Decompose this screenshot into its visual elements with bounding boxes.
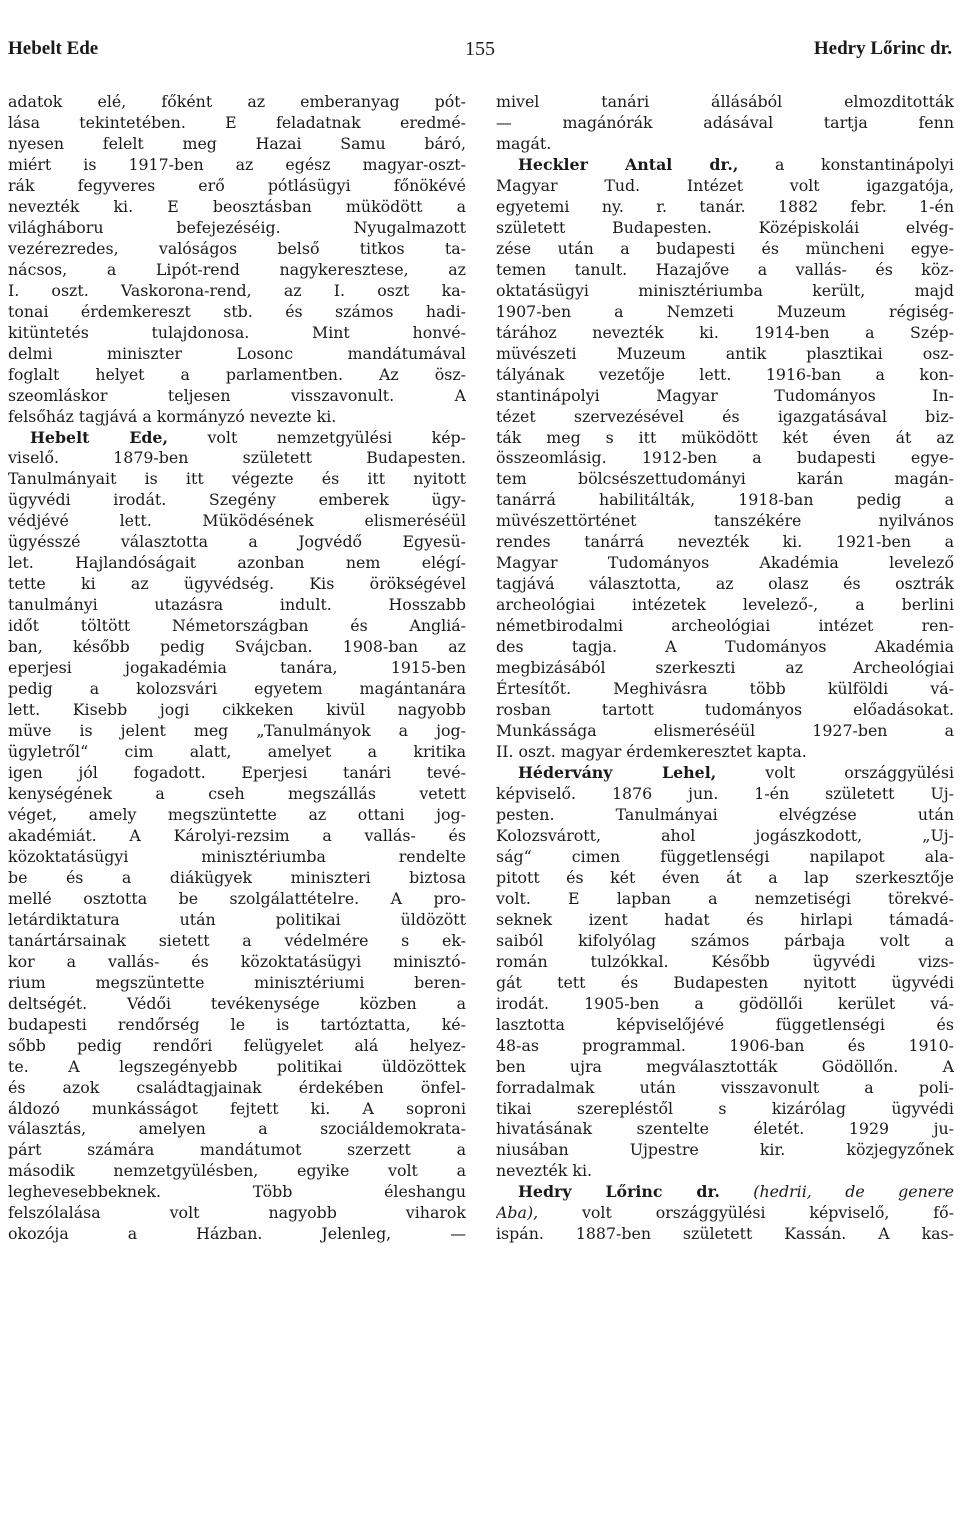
text-line bbox=[496, 994, 954, 1015]
line-text: véget, amely megszüntette az ottani jog- bbox=[8, 804, 466, 824]
text-line bbox=[8, 931, 466, 952]
line-text: párt számára mandátumot szerzett a bbox=[8, 1140, 466, 1160]
text-line bbox=[8, 448, 466, 469]
text-line bbox=[496, 92, 954, 113]
text-line bbox=[496, 428, 954, 449]
text-line bbox=[8, 302, 466, 323]
entry-latin-note: (hedrii, de genere bbox=[719, 1182, 954, 1202]
text-line bbox=[496, 1119, 954, 1140]
line-text: — magánórák adásával tartja fenn bbox=[496, 112, 954, 132]
line-text: időt töltött Németországban és Angliá- bbox=[8, 616, 466, 636]
entry-latin-note: Aba), bbox=[496, 1203, 539, 1223]
line-text: védjévé lett. Müködésének elismeréséül bbox=[8, 511, 466, 531]
text-line bbox=[496, 574, 954, 595]
line-text: zése után a budapesti és müncheni egye- bbox=[496, 238, 954, 258]
text-line bbox=[496, 1078, 954, 1099]
line-text: gát tett és Budapesten nyitott ügyvédi bbox=[496, 972, 954, 992]
line-text: pesten. Tanulmányai elvégzése után bbox=[496, 804, 954, 824]
text-line bbox=[496, 1203, 954, 1224]
line-text: lasztotta képviselőjévé függetlenségi és bbox=[496, 1014, 954, 1034]
line-text: áldozó munkásságot fejtett ki. A soproni bbox=[8, 1098, 466, 1118]
text-line bbox=[8, 1203, 466, 1224]
line-text: igen jól fogadott. Eperjesi tanári tevé- bbox=[8, 763, 466, 782]
entry-headword: Hebelt Ede, bbox=[30, 427, 168, 447]
line-text: a konstantinápolyi bbox=[738, 154, 954, 174]
line-text: ben ujra megválasztották Gödöllőn. A bbox=[496, 1056, 954, 1076]
text-line bbox=[496, 365, 954, 386]
line-text: sőbb pedig rendőri felügyelet alá helyez- bbox=[8, 1035, 466, 1055]
line-text: oktatásügyi minisztériumba került, majd bbox=[496, 280, 954, 300]
text-line bbox=[8, 1224, 466, 1245]
line-text: Munkássága elismeréséül 1927-ben a bbox=[496, 721, 954, 741]
text-line bbox=[8, 889, 466, 910]
text-line bbox=[496, 952, 954, 973]
text-line bbox=[8, 239, 466, 260]
entry-headword: Hédervány Lehel, bbox=[518, 763, 717, 782]
text-line bbox=[8, 553, 466, 574]
line-text: összeomlásig. 1912-ben a budapesti egye- bbox=[496, 448, 954, 468]
text-line bbox=[496, 826, 954, 847]
entry-headword: Hedry Lőrinc dr. bbox=[518, 1182, 720, 1202]
line-text: adatok elé, főként az emberanyag pót- bbox=[8, 92, 466, 111]
text-line bbox=[8, 386, 466, 407]
line-text: tanártársainak sietett a védelmére s ek- bbox=[8, 930, 466, 950]
text-line bbox=[8, 952, 466, 973]
text-line bbox=[496, 323, 954, 344]
line-text: tanárrá habilitálták, 1918-ban pedig a bbox=[496, 490, 954, 510]
text-line bbox=[496, 847, 954, 868]
text-line bbox=[496, 868, 954, 889]
line-text: müve is jelent meg „Tanulmányok a jog- bbox=[8, 721, 466, 741]
text-line bbox=[8, 721, 466, 742]
text-line bbox=[496, 1099, 954, 1120]
text-line bbox=[496, 973, 954, 994]
entry-first-line bbox=[496, 155, 954, 176]
text-line bbox=[496, 407, 954, 428]
line-text: volt országgyülési képviselő, fő- bbox=[538, 1203, 954, 1223]
text-line bbox=[8, 1057, 466, 1078]
line-text: I. oszt. Vaskorona-rend, az I. oszt ka- bbox=[8, 280, 466, 300]
line-text: ban, később pedig Svájcban. 1908-ban az bbox=[8, 637, 466, 657]
text-line bbox=[8, 910, 466, 931]
line-text: saiból kifolyólag számos párbaja volt a bbox=[496, 930, 954, 950]
text-line bbox=[8, 1119, 466, 1140]
text-line bbox=[496, 616, 954, 637]
line-text: irodát. 1905-ben a gödöllői kerület vá- bbox=[496, 993, 954, 1013]
line-text: ispán. 1887-ben született Kassán. A kas- bbox=[496, 1224, 954, 1244]
line-text: egyetemi ny. r. tanár. 1882 febr. 1-én bbox=[496, 196, 954, 216]
line-text: foglalt helyet a parlamentben. Az ösz- bbox=[8, 364, 466, 384]
line-text: letárdiktatura után politikai üldözött bbox=[8, 909, 466, 929]
line-text: rák fegyveres erő pótlásügyi főnökévé bbox=[8, 175, 466, 195]
line-text: archeológiai intézetek levelező-, a berlini bbox=[496, 595, 954, 615]
line-text: kenységének a cseh megszállás vetett bbox=[8, 783, 466, 803]
line-text: magát. bbox=[496, 133, 552, 153]
text-line bbox=[496, 595, 954, 616]
text-line bbox=[8, 218, 466, 239]
line-text: stantinápolyi Magyar Tudományos In- bbox=[496, 385, 954, 405]
line-text: 48-as programmal. 1906-ban és 1910- bbox=[496, 1035, 954, 1055]
text-line bbox=[496, 469, 954, 490]
text-line bbox=[496, 700, 954, 721]
text-line bbox=[8, 742, 466, 763]
line-text: Tanulmányait is itt végezte és itt nyitott bbox=[8, 469, 466, 489]
text-line bbox=[496, 260, 954, 281]
line-text: Magyar Tudományos Akadémia levelező bbox=[496, 553, 954, 573]
line-text: tanulmányi utazásra indult. Hosszabb bbox=[8, 595, 466, 615]
line-text: Értesítőt. Meghivásra több külföldi vá- bbox=[496, 679, 954, 699]
line-text: te. A legszegényebb politikai üldözöttek bbox=[8, 1056, 466, 1076]
text-line bbox=[496, 1036, 954, 1057]
line-text: budapesti rendőrség le is tartóztatta, ké- bbox=[8, 1014, 466, 1034]
left-column bbox=[8, 92, 466, 1245]
line-text: volt országgyülési bbox=[716, 763, 954, 782]
line-text: tem bölcsészettudományi karán magán- bbox=[496, 469, 954, 489]
text-line bbox=[496, 784, 954, 805]
text-line bbox=[496, 889, 954, 910]
line-text: tézet szervezésével és igazgatásával biz- bbox=[496, 406, 954, 426]
text-line bbox=[496, 197, 954, 218]
text-line bbox=[8, 847, 466, 868]
line-text: lása tekintetében. E feladatnak eredmé- bbox=[8, 112, 466, 132]
text-line bbox=[8, 511, 466, 532]
line-text: müvészettörténet tanszékére nyilvános bbox=[496, 511, 954, 531]
line-text: képviselő. 1876 jun. 1-én született Uj- bbox=[496, 783, 954, 803]
text-line bbox=[8, 616, 466, 637]
text-line bbox=[496, 1057, 954, 1078]
line-text: rium megszüntette minisztériumi beren- bbox=[8, 972, 466, 992]
text-line bbox=[496, 1015, 954, 1036]
text-line bbox=[8, 595, 466, 616]
line-text: második nemzetgyülésben, egyike volt a bbox=[8, 1161, 466, 1181]
text-line bbox=[8, 973, 466, 994]
line-text: tagjává választotta, az olasz és osztrák bbox=[496, 574, 954, 594]
entry-headword: Heckler Antal dr., bbox=[518, 154, 739, 174]
text-line bbox=[8, 469, 466, 490]
line-text: eperjesi jogakadémia tanára, 1915-ben bbox=[8, 658, 466, 678]
line-text: kor a vallás- és közoktatásügyi minisztó- bbox=[8, 951, 466, 971]
line-text: lett. Kisebb jogi cikkeken kivül nagyobb bbox=[8, 700, 466, 720]
entry-first-line bbox=[8, 428, 466, 449]
line-text: választás, amelyen a szociáldemokrata- bbox=[8, 1119, 466, 1139]
text-line bbox=[8, 1015, 466, 1036]
text-line bbox=[8, 490, 466, 511]
line-text: németbirodalmi archeológiai intézet ren- bbox=[496, 616, 954, 636]
line-text: tárához nevezték ki. 1914-ben a Szép- bbox=[496, 322, 954, 342]
line-text: ták meg s itt müködött két éven át az bbox=[496, 427, 954, 447]
text-line bbox=[8, 574, 466, 595]
text-line bbox=[8, 155, 466, 176]
text-line bbox=[496, 218, 954, 239]
text-line bbox=[496, 490, 954, 511]
line-text: rendes tanárrá nevezték ki. 1921-ben a bbox=[496, 532, 954, 552]
line-text: müvészeti Muzeum antik plasztikai osz- bbox=[496, 343, 954, 363]
text-line bbox=[496, 532, 954, 553]
line-text: deltségét. Védői tevékenysége közben a bbox=[8, 993, 466, 1013]
text-line bbox=[496, 1182, 954, 1203]
line-text: leghevesebbeknek. Több éleshangu bbox=[8, 1182, 466, 1202]
text-line bbox=[496, 1140, 954, 1161]
line-text: világháboru befejezéséig. Nyugalmazott bbox=[8, 217, 466, 237]
text-line bbox=[496, 176, 954, 197]
line-text: ügyvédi irodát. Szegény emberek ügy- bbox=[8, 490, 466, 510]
line-text: ügyésszé választotta a Jogvédő Egyesü- bbox=[8, 532, 466, 552]
line-text: Magyar Tud. Intézet volt igazgatója, bbox=[496, 175, 954, 195]
text-line bbox=[496, 1224, 954, 1245]
text-line bbox=[496, 553, 954, 574]
text-line bbox=[8, 365, 466, 386]
line-text: volt. E lapban a nemzetiségi törekvé- bbox=[496, 888, 954, 908]
entry-first-line bbox=[496, 763, 954, 784]
line-text: felszólalása volt nagyobb viharok bbox=[8, 1203, 466, 1223]
line-text: akadémiát. A Károlyi-rezsim a vallás- és bbox=[8, 825, 466, 845]
line-text: vezérezredes, valóságos belső titkos ta- bbox=[8, 238, 466, 258]
line-text: nyesen felelt meg Hazai Samu báró, bbox=[8, 133, 466, 153]
line-text: tonai érdemkereszt stb. és számos hadi- bbox=[8, 301, 466, 321]
text-line bbox=[496, 1161, 954, 1182]
line-text: II. oszt. magyar érdemkeresztet kapta. bbox=[496, 742, 807, 762]
text-line bbox=[496, 805, 954, 826]
line-text: des tagja. A Tudományos Akadémia bbox=[496, 637, 954, 657]
text-line bbox=[496, 679, 954, 700]
line-text: rosban tartott tudományos előadásokat. bbox=[496, 700, 954, 720]
line-text: volt nemzetgyülési kép- bbox=[168, 427, 466, 447]
text-line bbox=[8, 805, 466, 826]
line-text: tikai szerepléstől s kizárólag ügyvédi bbox=[496, 1098, 954, 1118]
header-right-name: Hedry Lőrinc dr. bbox=[813, 38, 952, 59]
line-text: nácsos, a Lipót-rend nagykeresztese, az bbox=[8, 259, 466, 279]
text-line bbox=[496, 721, 954, 742]
text-line bbox=[8, 637, 466, 658]
text-line bbox=[8, 281, 466, 302]
text-line bbox=[8, 826, 466, 847]
line-text: született Budapesten. Középiskolái elvég- bbox=[496, 217, 954, 237]
text-line bbox=[8, 994, 466, 1015]
text-line bbox=[8, 260, 466, 281]
text-line bbox=[8, 1036, 466, 1057]
line-text: és azok családtagjainak érdekében önfel- bbox=[8, 1077, 466, 1097]
line-text: pitott és két éven át a lap szerkesztője bbox=[496, 867, 954, 887]
page-number: 155 bbox=[465, 38, 495, 60]
text-line bbox=[8, 197, 466, 218]
line-text: let. Hajlandóságait azonban nem elégí- bbox=[8, 553, 466, 573]
line-text: forradalmak után visszavonult a poli- bbox=[496, 1077, 954, 1097]
line-text: mivel tanári állásából elmozditották bbox=[496, 92, 954, 111]
line-text: nevezték ki. bbox=[496, 1161, 593, 1181]
line-text: Kolozsvárott, ahol jogászkodott, „Uj- bbox=[496, 825, 954, 845]
line-text: seknek izent hadat és hirlapi támadá- bbox=[496, 909, 954, 929]
text-line bbox=[8, 679, 466, 700]
line-text: ügyletről“ cim alatt, amelyet a kritika bbox=[8, 742, 466, 762]
right-column bbox=[496, 92, 954, 1245]
text-line bbox=[8, 868, 466, 889]
line-text: tályának vezetője lett. 1916-ban a kon- bbox=[496, 364, 954, 384]
line-text: niusában Ujpestre kir. közjegyzőnek bbox=[496, 1140, 954, 1160]
line-text: delmi miniszter Losonc mandátumával bbox=[8, 343, 466, 363]
line-text: hivatásának szentelte életét. 1929 ju- bbox=[496, 1119, 954, 1139]
text-line bbox=[8, 658, 466, 679]
line-text: megbizásából szerkeszti az Archeológiai bbox=[496, 658, 954, 678]
line-text: 1907-ben a Nemzeti Muzeum régiség- bbox=[496, 301, 954, 321]
text-line bbox=[8, 784, 466, 805]
text-line bbox=[496, 113, 954, 134]
text-line bbox=[8, 323, 466, 344]
text-line bbox=[8, 700, 466, 721]
text-line bbox=[496, 910, 954, 931]
text-line bbox=[496, 239, 954, 260]
line-text: kitüntetés tulajdonosa. Mint honvé- bbox=[8, 322, 466, 342]
text-line bbox=[496, 134, 954, 155]
line-text: tette ki az ügyvédség. Kis örökségével bbox=[8, 574, 466, 594]
text-line bbox=[496, 448, 954, 469]
line-text: nevezték ki. E beosztásban müködött a bbox=[8, 196, 466, 216]
text-line bbox=[8, 1140, 466, 1161]
text-line bbox=[496, 511, 954, 532]
line-text: közoktatásügyi minisztériumba rendelte bbox=[8, 846, 466, 866]
text-line bbox=[496, 742, 954, 763]
line-text: felsőház tagjává a kormányzó nevezte ki. bbox=[8, 406, 337, 426]
line-text: be és a diákügyek miniszteri biztosa bbox=[8, 867, 466, 887]
text-line bbox=[496, 386, 954, 407]
text-line bbox=[8, 344, 466, 365]
text-line bbox=[496, 931, 954, 952]
line-text: okozója a Házban. Jelenleg, — bbox=[8, 1224, 466, 1244]
text-line bbox=[8, 763, 466, 784]
text-line bbox=[496, 302, 954, 323]
text-line bbox=[8, 1161, 466, 1182]
line-text: ság“ cimen függetlenségi napilapot ala- bbox=[496, 846, 954, 866]
text-line bbox=[496, 281, 954, 302]
line-text: román tulzókkal. Később ügyvédi vizs- bbox=[496, 951, 954, 971]
text-line bbox=[8, 407, 466, 428]
running-header bbox=[0, 38, 960, 74]
line-text: miért is 1917-ben az egész magyar-oszt- bbox=[8, 154, 466, 174]
text-line bbox=[8, 176, 466, 197]
line-text: szeomláskor teljesen visszavonult. A bbox=[8, 385, 466, 405]
text-line bbox=[8, 92, 466, 113]
text-line bbox=[8, 1182, 466, 1203]
text-line bbox=[8, 1078, 466, 1099]
text-line bbox=[8, 1099, 466, 1120]
text-line bbox=[8, 532, 466, 553]
line-text: pedig a kolozsvári egyetem magántanára bbox=[8, 679, 466, 699]
line-text: viselő. 1879-ben született Budapesten. bbox=[8, 448, 466, 468]
header-left-name: Hebelt Ede bbox=[8, 38, 99, 59]
text-line bbox=[8, 113, 466, 134]
text-line bbox=[496, 637, 954, 658]
text-line bbox=[496, 344, 954, 365]
line-text: temen tanult. Hazajőve a vallás- és köz- bbox=[496, 259, 954, 279]
text-line bbox=[496, 658, 954, 679]
text-line bbox=[8, 134, 466, 155]
line-text: mellé osztotta be szolgálattételre. A pro- bbox=[8, 888, 466, 908]
